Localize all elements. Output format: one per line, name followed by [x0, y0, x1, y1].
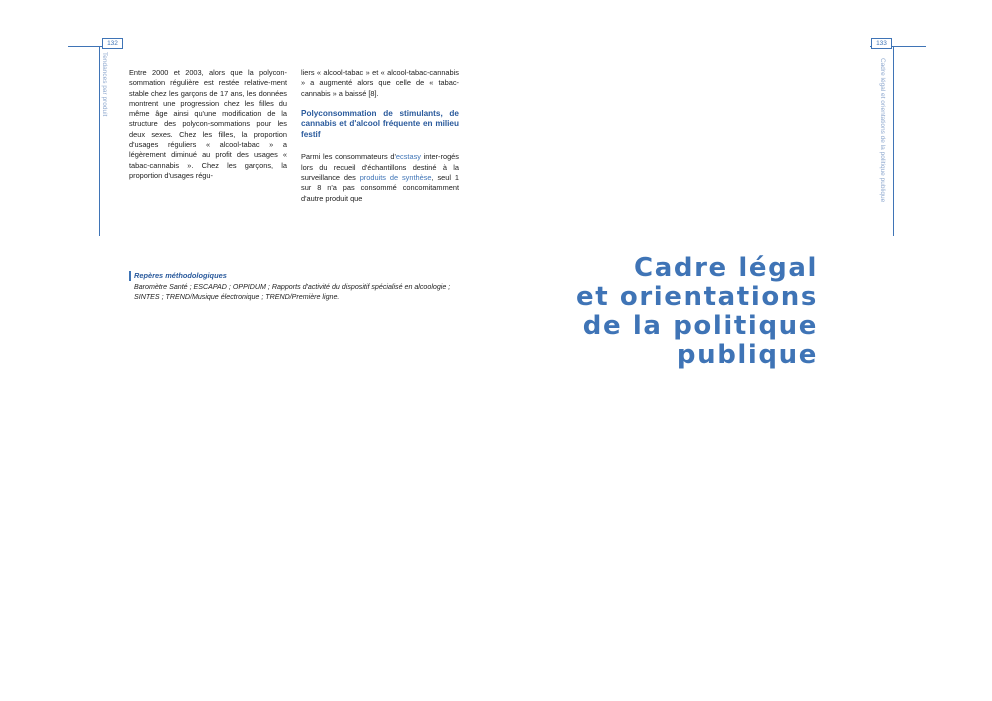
- chapter-title: [576, 254, 818, 370]
- section-heading: Polyconsommation de stimulants, de cannabis et d'alcool fréquente en milieu festif: [301, 108, 459, 139]
- glossary-link-ecstasy[interactable]: ecstasy: [395, 152, 421, 162]
- page-number-left: 132: [102, 38, 123, 49]
- chapter-title-line: publique: [676, 340, 818, 370]
- text-column-2: [301, 68, 459, 204]
- glossary-link-synthetic-products[interactable]: produits de synthèse: [359, 172, 432, 182]
- chapter-title-line: de la politique: [582, 311, 818, 341]
- body-paragraph-continued: liers « alcool-tabac » et « alcool-tabac-cannabis » a augmenté alors que celle de « tabac-cannabis » a baissé [8].: [301, 68, 459, 98]
- margin-rule-left: [99, 46, 100, 236]
- text-span: , seul 1 sur 8 n'a pas consommé concomitamment d'autre produit que: [301, 172, 459, 203]
- text-span: inter-rogés lors du recueil d'échantillons destiné à la surveillance des: [301, 152, 459, 182]
- methodology-text: Baromètre Santé ; ESCAPAD ; OPPIDUM ; Rapports d'activité du dispositif spécialisé en alcoologie ; SINTES ; TREND/Musique électronique ; TREND/Première ligne.: [134, 283, 451, 301]
- margin-rule-right: [893, 46, 894, 236]
- body-paragraph-ecstasy: [301, 152, 459, 203]
- chapter-title-line: Cadre légal: [634, 253, 818, 283]
- side-label-right: Cadre légal et orientations de la politique publique: [879, 58, 886, 203]
- side-label-left: Tendances par produit: [101, 52, 108, 117]
- method-bar: [129, 271, 131, 281]
- page-number-right: 133: [871, 38, 892, 49]
- chapter-title-line: et orientations: [575, 282, 818, 312]
- text-column-1: [129, 68, 287, 181]
- body-paragraph: Entre 2000 et 2003, alors que la polycon-sommation régulière est restée relative-ment stable chez les garçons de 17 ans, les données montrent une progression chez les filles du même âge ainsi qu'une modification de la structure des polycon-sommations pour les deux sexes. Chez les filles, la proportion d'usages réguliers « alcool-tabac » a légèrement diminué au profit des usages « tabac-cannabis ». Chez les garçons, la proportion d'usages régu-: [129, 68, 287, 180]
- methodology-title: Repères méthodologiques: [134, 271, 227, 280]
- text-span: Parmi les consommateurs d': [301, 152, 396, 162]
